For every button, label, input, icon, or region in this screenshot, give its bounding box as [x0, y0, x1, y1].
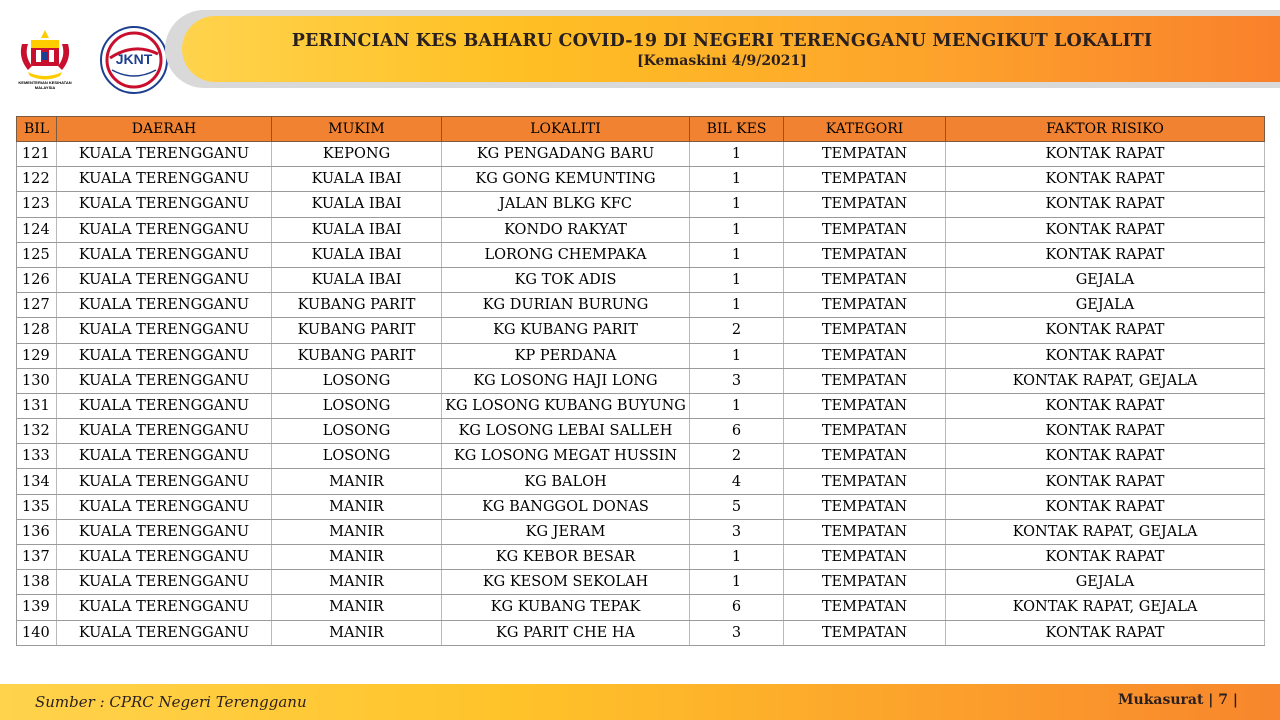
table-cell: TEMPATAN — [784, 620, 946, 645]
table-cell: KONTAK RAPAT — [946, 469, 1265, 494]
table-cell: KUALA TERENGGANU — [57, 570, 272, 595]
table-cell: KG LOSONG MEGAT HUSSIN — [442, 444, 690, 469]
table-cell: KP PERDANA — [442, 343, 690, 368]
table-cell: TEMPATAN — [784, 242, 946, 267]
table-cell: KONTAK RAPAT — [946, 620, 1265, 645]
table-cell: 125 — [17, 242, 57, 267]
table-cell: KUALA TERENGGANU — [57, 142, 272, 167]
table-cell: KONTAK RAPAT — [946, 545, 1265, 570]
table-cell: TEMPATAN — [784, 368, 946, 393]
column-header: BIL — [17, 117, 57, 142]
logo-group — [14, 22, 164, 92]
table-cell: 131 — [17, 393, 57, 418]
page-title: PERINCIAN KES BAHARU COVID-19 DI NEGERI TERENGGANU MENGIKUT LOKALITI — [291, 31, 1153, 51]
table-row — [17, 494, 1265, 519]
ministry-caption: KEMENTERIAN KESIHATAN MALAYSIA — [18, 80, 72, 90]
table-cell: KG BANGGOL DONAS — [442, 494, 690, 519]
table-cell: 137 — [17, 545, 57, 570]
table-cell: KUBANG PARIT — [272, 343, 442, 368]
table-cell: 122 — [17, 167, 57, 192]
table-cell: KG GONG KEMUNTING — [442, 167, 690, 192]
table-cell: KG DURIAN BURUNG — [442, 293, 690, 318]
table-cell: KUBANG PARIT — [272, 318, 442, 343]
table-cell: 134 — [17, 469, 57, 494]
table-body — [17, 142, 1265, 646]
slide-header — [0, 0, 1280, 110]
table-row — [17, 469, 1265, 494]
table-cell: KG PENGADANG BARU — [442, 142, 690, 167]
table-cell: TEMPATAN — [784, 217, 946, 242]
table-cell: KONTAK RAPAT — [946, 393, 1265, 418]
table-cell: TEMPATAN — [784, 167, 946, 192]
table-cell: LOSONG — [272, 444, 442, 469]
table-row — [17, 142, 1265, 167]
table-cell: KUALA TERENGGANU — [57, 242, 272, 267]
table-row — [17, 167, 1265, 192]
table-cell: TEMPATAN — [784, 419, 946, 444]
jknt-logo-text: JKNT — [115, 51, 153, 67]
table-cell: KONTAK RAPAT, GEJALA — [946, 595, 1265, 620]
table-cell: MANIR — [272, 519, 442, 544]
table-cell: 2 — [690, 444, 784, 469]
table-cell: TEMPATAN — [784, 595, 946, 620]
table-cell: KUALA IBAI — [272, 242, 442, 267]
table-cell: KONTAK RAPAT — [946, 318, 1265, 343]
table-cell: KONTAK RAPAT — [946, 444, 1265, 469]
table-row — [17, 620, 1265, 645]
table-row — [17, 444, 1265, 469]
column-header: KATEGORI — [784, 117, 946, 142]
table-cell: TEMPATAN — [784, 293, 946, 318]
table-cell: 5 — [690, 494, 784, 519]
table-cell: GEJALA — [946, 293, 1265, 318]
table-cell: KONTAK RAPAT — [946, 242, 1265, 267]
table-cell: 139 — [17, 595, 57, 620]
table-cell: KONTAK RAPAT — [946, 167, 1265, 192]
table-cell: MANIR — [272, 469, 442, 494]
table-cell: TEMPATAN — [784, 318, 946, 343]
table-cell: 3 — [690, 519, 784, 544]
table-cell: 1 — [690, 167, 784, 192]
table-cell: 140 — [17, 620, 57, 645]
table-cell: KUBANG PARIT — [272, 293, 442, 318]
table-cell: 121 — [17, 142, 57, 167]
table-cell: 127 — [17, 293, 57, 318]
table-cell: KUALA TERENGGANU — [57, 494, 272, 519]
source-note: Sumber : CPRC Negeri Terengganu — [35, 693, 307, 711]
table-row — [17, 343, 1265, 368]
jknt-logo — [98, 24, 170, 96]
table-cell: KG LOSONG HAJI LONG — [442, 368, 690, 393]
table-cell: 135 — [17, 494, 57, 519]
table-cell: KUALA TERENGGANU — [57, 167, 272, 192]
table-cell: GEJALA — [946, 267, 1265, 292]
table-cell: KUALA IBAI — [272, 167, 442, 192]
table-cell: JALAN BLKG KFC — [442, 192, 690, 217]
table-row — [17, 318, 1265, 343]
table-cell: KG JERAM — [442, 519, 690, 544]
table-cell: KG KESOM SEKOLAH — [442, 570, 690, 595]
table-cell: 128 — [17, 318, 57, 343]
table-cell: MANIR — [272, 620, 442, 645]
table-cell: TEMPATAN — [784, 393, 946, 418]
table-cell: KUALA TERENGGANU — [57, 267, 272, 292]
table-cell: 126 — [17, 267, 57, 292]
table-row — [17, 242, 1265, 267]
table-cell: KUALA TERENGGANU — [57, 620, 272, 645]
table-cell: LOSONG — [272, 368, 442, 393]
table-cell: KUALA TERENGGANU — [57, 393, 272, 418]
table-cell: KUALA TERENGGANU — [57, 293, 272, 318]
table-row — [17, 519, 1265, 544]
table-cell: KG PARIT CHE HA — [442, 620, 690, 645]
table-cell: 129 — [17, 343, 57, 368]
table-cell: 4 — [690, 469, 784, 494]
table-cell: 3 — [690, 620, 784, 645]
table-cell: 1 — [690, 545, 784, 570]
table-cell: 1 — [690, 217, 784, 242]
table-cell: TEMPATAN — [784, 494, 946, 519]
table-cell: KG LOSONG KUBANG BUYUNG — [442, 393, 690, 418]
table-cell: TEMPATAN — [784, 570, 946, 595]
table-cell: TEMPATAN — [784, 343, 946, 368]
table-cell: KG TOK ADIS — [442, 267, 690, 292]
table-cell: 1 — [690, 293, 784, 318]
table-row — [17, 293, 1265, 318]
table-cell: KEPONG — [272, 142, 442, 167]
column-header: MUKIM — [272, 117, 442, 142]
column-header: FAKTOR RISIKO — [946, 117, 1265, 142]
table-cell: KONTAK RAPAT, GEJALA — [946, 519, 1265, 544]
table-cell: LOSONG — [272, 393, 442, 418]
table-cell: 123 — [17, 192, 57, 217]
table-cell: KONDO RAKYAT — [442, 217, 690, 242]
table-cell: 6 — [690, 419, 784, 444]
cases-table — [16, 116, 1265, 646]
column-header: BIL KES — [690, 117, 784, 142]
table-cell: 136 — [17, 519, 57, 544]
table-cell: 3 — [690, 368, 784, 393]
table-cell: 1 — [690, 343, 784, 368]
table-cell: TEMPATAN — [784, 192, 946, 217]
table-cell: 1 — [690, 267, 784, 292]
table-row — [17, 595, 1265, 620]
table-cell: 1 — [690, 192, 784, 217]
table-cell: KONTAK RAPAT — [946, 192, 1265, 217]
table-cell: TEMPATAN — [784, 469, 946, 494]
table-cell: KUALA IBAI — [272, 267, 442, 292]
table-cell: 6 — [690, 595, 784, 620]
table-cell: KONTAK RAPAT, GEJALA — [946, 368, 1265, 393]
table-cell: LOSONG — [272, 419, 442, 444]
page-number: Mukasurat | 7 | — [1118, 692, 1238, 708]
table-cell: LORONG CHEMPAKA — [442, 242, 690, 267]
table-cell: KUALA IBAI — [272, 192, 442, 217]
table-cell: 138 — [17, 570, 57, 595]
table-cell: GEJALA — [946, 570, 1265, 595]
update-date: [Kemaskini 4/9/2021] — [637, 53, 807, 69]
table-row — [17, 368, 1265, 393]
table-cell: KONTAK RAPAT — [946, 419, 1265, 444]
table-cell: 2 — [690, 318, 784, 343]
table-cell: MANIR — [272, 545, 442, 570]
table-cell: KG KUBANG TEPAK — [442, 595, 690, 620]
table-cell: KONTAK RAPAT — [946, 343, 1265, 368]
table-cell: KUALA TERENGGANU — [57, 444, 272, 469]
table-cell: MANIR — [272, 595, 442, 620]
table-cell: KUALA TERENGGANU — [57, 192, 272, 217]
table-cell: KUALA TERENGGANU — [57, 318, 272, 343]
table-row — [17, 393, 1265, 418]
table-cell: TEMPATAN — [784, 142, 946, 167]
table-cell: KG KEBOR BESAR — [442, 545, 690, 570]
table-cell: 132 — [17, 419, 57, 444]
cases-table-container — [16, 116, 1264, 646]
table-cell: KONTAK RAPAT — [946, 494, 1265, 519]
table-row — [17, 570, 1265, 595]
table-cell: KUALA TERENGGANU — [57, 217, 272, 242]
table-row — [17, 267, 1265, 292]
table-cell: KG LOSONG LEBAI SALLEH — [442, 419, 690, 444]
table-cell: 1 — [690, 393, 784, 418]
table-cell: KG BALOH — [442, 469, 690, 494]
table-cell: KUALA TERENGGANU — [57, 343, 272, 368]
table-cell: 1 — [690, 570, 784, 595]
table-row — [17, 419, 1265, 444]
table-cell: KUALA TERENGGANU — [57, 545, 272, 570]
table-cell: 124 — [17, 217, 57, 242]
table-row — [17, 545, 1265, 570]
table-cell: 130 — [17, 368, 57, 393]
table-row — [17, 192, 1265, 217]
table-row — [17, 217, 1265, 242]
table-cell: MANIR — [272, 494, 442, 519]
table-cell: TEMPATAN — [784, 519, 946, 544]
table-cell: TEMPATAN — [784, 444, 946, 469]
table-cell: 1 — [690, 242, 784, 267]
column-header: LOKALITI — [442, 117, 690, 142]
table-cell: KUALA TERENGGANU — [57, 419, 272, 444]
table-cell: TEMPATAN — [784, 267, 946, 292]
table-cell: KG KUBANG PARIT — [442, 318, 690, 343]
table-cell: TEMPATAN — [784, 545, 946, 570]
table-cell: MANIR — [272, 570, 442, 595]
table-header-row — [17, 117, 1265, 142]
slide-footer — [0, 684, 1280, 720]
table-cell: KUALA TERENGGANU — [57, 469, 272, 494]
table-cell: KUALA TERENGGANU — [57, 595, 272, 620]
table-cell: KUALA IBAI — [272, 217, 442, 242]
table-cell: KUALA TERENGGANU — [57, 519, 272, 544]
table-cell: 1 — [690, 142, 784, 167]
column-header: DAERAH — [57, 117, 272, 142]
table-cell: KONTAK RAPAT — [946, 142, 1265, 167]
table-cell: KUALA TERENGGANU — [57, 368, 272, 393]
table-cell: 133 — [17, 444, 57, 469]
table-cell: KONTAK RAPAT — [946, 217, 1265, 242]
